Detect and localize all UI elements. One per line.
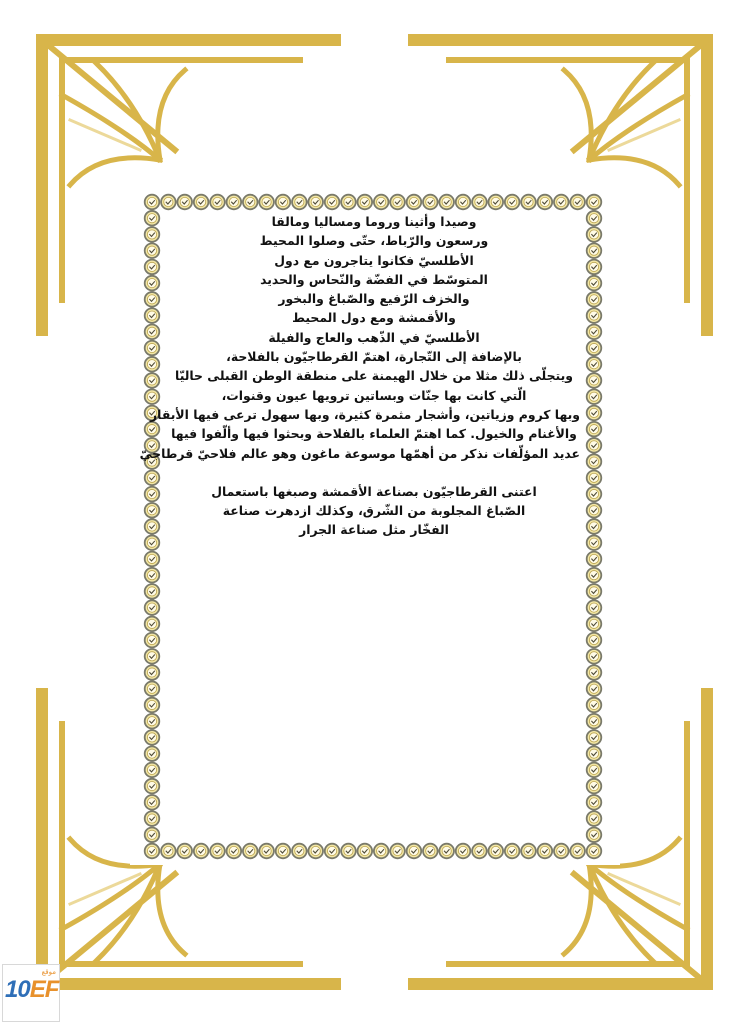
medallion <box>145 681 160 696</box>
medallion <box>210 844 225 859</box>
medallion <box>292 844 307 859</box>
medallion <box>145 827 160 842</box>
text-line: اعتنى القرطاجيّون بصناعة الأقمشة وصبغها باستعمال <box>211 483 537 499</box>
medallion <box>538 844 553 859</box>
medallion <box>259 195 274 210</box>
medallion <box>587 746 602 761</box>
text-line: ويتجلّى ذلك مثلا من خلال الهيمنة على منطقة الوطن القبلى حاليّا <box>175 368 573 384</box>
text-line: والأغنام والخيول. كما اهتمّ العلماء بالفلاحة وبحثوا فيها وألّفوا فيها <box>171 426 577 442</box>
medallion <box>145 763 160 778</box>
medallion <box>145 243 160 258</box>
medallion <box>407 195 422 210</box>
medallion <box>587 779 602 794</box>
text-line: والخزف الرّفيع والصّباغ والبخور <box>278 291 470 307</box>
text-line: وصيدا وأثينا وروما ومساليا ومالقا <box>271 214 477 229</box>
medallion <box>145 779 160 794</box>
medallion <box>145 698 160 713</box>
logo-text: 10EF <box>5 976 59 1003</box>
medallion <box>472 195 487 210</box>
medallion <box>145 535 160 550</box>
medallion <box>374 844 389 859</box>
medallion <box>145 568 160 583</box>
medallion <box>587 406 602 421</box>
text-line: الأطلسيّ في الذّهب والعاج والفيلة <box>268 329 480 345</box>
medallion <box>243 844 258 859</box>
medallion <box>145 552 160 567</box>
medallion <box>488 844 503 859</box>
medallion <box>341 195 356 210</box>
medallion <box>194 195 209 210</box>
text-line: الصّباغ المجلوبة من الشّرق، وكذلك ازدهرت صناعة <box>222 503 526 519</box>
medallion <box>587 487 602 502</box>
medallion <box>145 633 160 648</box>
medallion <box>243 195 258 210</box>
medallion <box>145 227 160 242</box>
text-content <box>139 212 580 540</box>
text-line: وبها كروم وزياتين، وأشجار مثمرة كثيرة، وبها سهول ترعى فيها الأبقار <box>150 406 580 422</box>
medallion <box>210 195 225 210</box>
medallion <box>587 211 602 226</box>
medallion <box>145 730 160 745</box>
medallion <box>177 844 192 859</box>
medallion <box>587 373 602 388</box>
medallion <box>587 227 602 242</box>
medallion <box>554 195 569 210</box>
medallion <box>587 698 602 713</box>
medallion <box>587 389 602 404</box>
medallion <box>276 844 291 859</box>
medallion <box>587 454 602 469</box>
medallion <box>161 844 176 859</box>
text-line: الأطلسيّ فكانوا يتاجرون مع دول <box>274 252 474 268</box>
medallion <box>587 341 602 356</box>
medallion <box>308 844 323 859</box>
logo-tagline: موقع <box>41 968 56 976</box>
medallion <box>145 811 160 826</box>
medallion <box>587 730 602 745</box>
medallion <box>439 844 454 859</box>
medallion <box>145 746 160 761</box>
medallion <box>145 519 160 534</box>
medallion <box>587 763 602 778</box>
medallion <box>587 292 602 307</box>
medallion <box>145 357 160 372</box>
medallion <box>587 552 602 567</box>
medallion <box>145 471 160 486</box>
medallion <box>587 471 602 486</box>
medallion <box>587 795 602 810</box>
medallion <box>145 584 160 599</box>
medallion <box>554 844 569 859</box>
medallion <box>587 681 602 696</box>
medallion <box>538 195 553 210</box>
medallion <box>145 341 160 356</box>
medallion <box>145 195 160 210</box>
medallion <box>227 195 242 210</box>
site-logo[interactable] <box>2 964 60 1022</box>
medallion <box>587 714 602 729</box>
medallion <box>439 195 454 210</box>
medallion <box>472 844 487 859</box>
medallion <box>587 503 602 518</box>
text-line: الفخّار مثل صناعة الجرار <box>299 522 449 538</box>
medallion <box>374 195 389 210</box>
medallion <box>227 844 242 859</box>
medallion <box>145 503 160 518</box>
medallion <box>570 195 585 210</box>
medallion <box>325 844 340 859</box>
medallion <box>259 844 274 859</box>
medallion <box>145 389 160 404</box>
medallion <box>145 844 160 859</box>
medallion <box>488 195 503 210</box>
text-line: عديد المؤلّفات نذكر من أهمّها موسوعة ماغون وهو عالم فلاحيّ قرطاجيّ <box>139 445 580 461</box>
medallion <box>145 260 160 275</box>
medallion <box>456 195 471 210</box>
medallion <box>145 308 160 323</box>
medallion <box>587 649 602 664</box>
text-line: المتوسّط في الفضّة والنّحاس والحديد <box>260 271 488 287</box>
medallion <box>358 195 373 210</box>
medallion <box>145 373 160 388</box>
text-line: الّتي كانت بها جنّات وبساتين ترويها عيون وقنوات، <box>221 387 527 403</box>
medallion <box>587 600 602 615</box>
medallion <box>587 584 602 599</box>
medallion <box>276 195 291 210</box>
medallion <box>587 357 602 372</box>
medallion <box>587 325 602 340</box>
medallion <box>521 195 536 210</box>
text-line: بالإضافة إلى التّجارة، اهتمّ القرطاجيّون بالفلاحة، <box>226 349 522 365</box>
medallion <box>423 195 438 210</box>
medallion <box>145 665 160 680</box>
medallion <box>292 195 307 210</box>
medallion <box>587 568 602 583</box>
medallion <box>341 844 356 859</box>
medallion <box>390 844 405 859</box>
medallion <box>587 422 602 437</box>
text-line: والأقمشة ومع دول المحيط <box>292 310 456 326</box>
medallion <box>145 617 160 632</box>
medallion <box>145 325 160 340</box>
medallion <box>407 844 422 859</box>
medallion <box>587 276 602 291</box>
medallion <box>587 260 602 275</box>
medallion <box>587 617 602 632</box>
medallion <box>145 422 160 437</box>
medallion <box>145 600 160 615</box>
medallion <box>423 844 438 859</box>
medallion <box>521 844 536 859</box>
medallion <box>358 844 373 859</box>
medallion <box>145 292 160 307</box>
medallion <box>587 195 602 210</box>
medallion <box>587 633 602 648</box>
medallion <box>570 844 585 859</box>
medallion <box>161 195 176 210</box>
medallion <box>390 195 405 210</box>
medallion <box>145 211 160 226</box>
medallion <box>194 844 209 859</box>
medallion <box>145 649 160 664</box>
medallion <box>145 714 160 729</box>
medallion <box>587 811 602 826</box>
medallion <box>587 308 602 323</box>
medallion <box>587 827 602 842</box>
medallion <box>505 195 520 210</box>
medallion <box>587 519 602 534</box>
medallion <box>145 276 160 291</box>
medallion <box>325 195 340 210</box>
medallion <box>587 665 602 680</box>
medallion <box>308 195 323 210</box>
medallion <box>145 487 160 502</box>
medallion <box>587 535 602 550</box>
medallion <box>177 195 192 210</box>
medallion <box>587 438 602 453</box>
medallion <box>145 795 160 810</box>
text-line: ورسعون والرّباط، حتّى وصلوا المحيط <box>259 233 489 249</box>
medallion <box>587 844 602 859</box>
medallion <box>587 243 602 258</box>
medallion <box>456 844 471 859</box>
medallion <box>505 844 520 859</box>
